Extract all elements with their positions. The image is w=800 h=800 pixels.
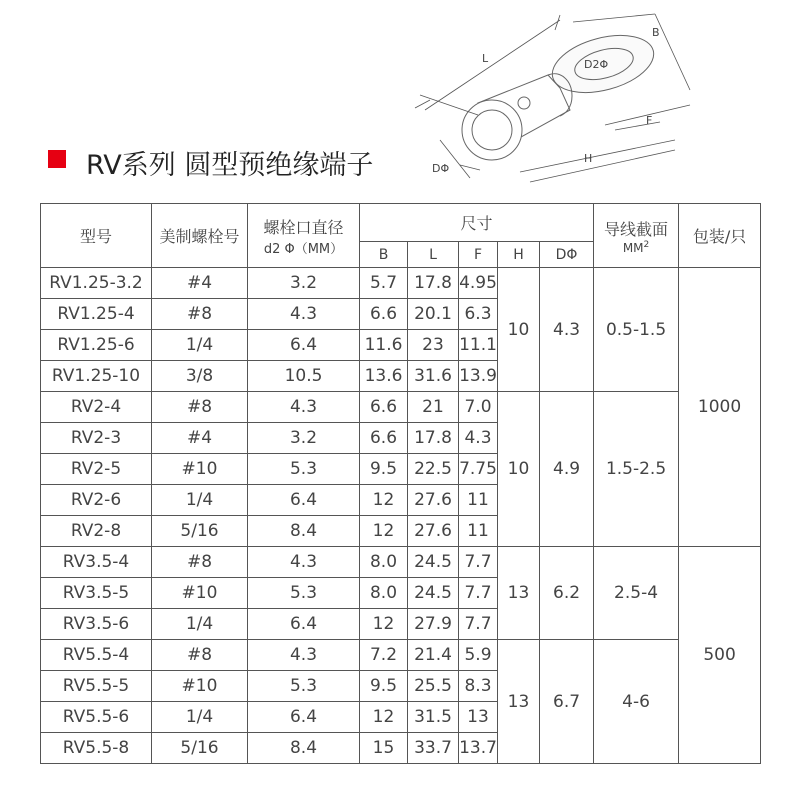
cell-B: 9.5 xyxy=(360,454,408,485)
cell-model: RV5.5-8 xyxy=(41,733,152,764)
header-model: 型号 xyxy=(41,204,152,268)
cell-d2: 6.4 xyxy=(248,485,360,516)
cell-L: 33.7 xyxy=(408,733,459,764)
cell-d2: 3.2 xyxy=(248,268,360,299)
label-D2: D2Φ xyxy=(584,58,609,71)
cell-L: 31.6 xyxy=(408,361,459,392)
cell-B: 12 xyxy=(360,609,408,640)
cell-model: RV5.5-4 xyxy=(41,640,152,671)
cell-B: 8.0 xyxy=(360,547,408,578)
cell-model: RV5.5-6 xyxy=(41,702,152,733)
cell-d2: 5.3 xyxy=(248,578,360,609)
cell-model: RV2-5 xyxy=(41,454,152,485)
cell-D: 4.3 xyxy=(540,268,594,392)
cell-model: RV1.25-3.2 xyxy=(41,268,152,299)
label-L: L xyxy=(482,52,489,65)
cell-model: RV2-8 xyxy=(41,516,152,547)
cell-pack: 500 xyxy=(679,547,761,764)
spec-table-body xyxy=(41,268,761,764)
cell-L: 25.5 xyxy=(408,671,459,702)
cell-F: 11 xyxy=(459,485,498,516)
label-H: H xyxy=(584,152,593,165)
title-accent-block xyxy=(48,150,66,168)
cell-F: 7.75 xyxy=(459,454,498,485)
cell-D: 4.9 xyxy=(540,392,594,547)
cell-F: 4.95 xyxy=(459,268,498,299)
cell-H: 13 xyxy=(498,640,540,764)
header-dims: 尺寸 xyxy=(360,204,594,242)
cell-wire: 1.5-2.5 xyxy=(594,392,679,547)
header-L: L xyxy=(408,242,459,268)
cell-L: 27.9 xyxy=(408,609,459,640)
cell-model: RV1.25-6 xyxy=(41,330,152,361)
cell-L: 20.1 xyxy=(408,299,459,330)
cell-F: 5.9 xyxy=(459,640,498,671)
cell-pack: 1000 xyxy=(679,268,761,547)
cell-model: RV3.5-4 xyxy=(41,547,152,578)
header-wire-unit: MM xyxy=(622,240,644,255)
cell-d2: 5.3 xyxy=(248,671,360,702)
cell-B: 12 xyxy=(360,485,408,516)
cell-bolt: #10 xyxy=(152,578,248,609)
cell-bolt: 5/16 xyxy=(152,516,248,547)
cell-bolt: #8 xyxy=(152,547,248,578)
cell-D: 6.2 xyxy=(540,547,594,640)
cell-d2: 4.3 xyxy=(248,392,360,423)
cell-L: 27.6 xyxy=(408,516,459,547)
header-H: H xyxy=(498,242,540,268)
cell-model: RV3.5-6 xyxy=(41,609,152,640)
cell-B: 12 xyxy=(360,702,408,733)
label-F: F xyxy=(646,114,653,127)
cell-F: 13 xyxy=(459,702,498,733)
cell-F: 7.7 xyxy=(459,609,498,640)
cell-B: 9.5 xyxy=(360,671,408,702)
cell-D: 6.7 xyxy=(540,640,594,764)
cell-L: 27.6 xyxy=(408,485,459,516)
cell-B: 13.6 xyxy=(360,361,408,392)
cell-bolt: #10 xyxy=(152,671,248,702)
header-us-bolt: 美制螺栓号 xyxy=(152,204,248,268)
header-wire xyxy=(594,204,679,268)
header-D: DΦ xyxy=(540,242,594,268)
cell-d2: 8.4 xyxy=(248,516,360,547)
cell-model: RV3.5-5 xyxy=(41,578,152,609)
cell-bolt: 1/4 xyxy=(152,485,248,516)
cell-H: 13 xyxy=(498,547,540,640)
cell-F: 7.7 xyxy=(459,578,498,609)
header-wire-line1: 导线截面 xyxy=(604,219,669,239)
cell-F: 11 xyxy=(459,516,498,547)
cell-model: RV1.25-10 xyxy=(41,361,152,392)
cell-F: 11.1 xyxy=(459,330,498,361)
header-bolt-dia-line1: 螺栓口直径 xyxy=(263,217,344,237)
cell-H: 10 xyxy=(498,268,540,392)
cell-L: 21 xyxy=(408,392,459,423)
cell-H: 10 xyxy=(498,392,540,547)
cell-B: 6.6 xyxy=(360,423,408,454)
cell-wire: 4-6 xyxy=(594,640,679,764)
cell-d2: 6.4 xyxy=(248,702,360,733)
cell-B: 7.2 xyxy=(360,640,408,671)
cell-F: 7.7 xyxy=(459,547,498,578)
cell-F: 8.3 xyxy=(459,671,498,702)
cell-L: 21.4 xyxy=(408,640,459,671)
cell-B: 15 xyxy=(360,733,408,764)
cell-B: 6.6 xyxy=(360,299,408,330)
cell-wire: 0.5-1.5 xyxy=(594,268,679,392)
cell-d2: 10.5 xyxy=(248,361,360,392)
header-bolt-dia-line2: d2 Φ（MM） xyxy=(263,241,344,257)
page-title: RV系列 圆型预绝缘端子 xyxy=(86,150,374,181)
table-row xyxy=(41,547,761,578)
cell-bolt: 5/16 xyxy=(152,733,248,764)
cell-d2: 4.3 xyxy=(248,640,360,671)
cell-model: RV2-4 xyxy=(41,392,152,423)
cell-d2: 4.3 xyxy=(248,299,360,330)
cell-d2: 6.4 xyxy=(248,609,360,640)
cell-L: 23 xyxy=(408,330,459,361)
cell-F: 6.3 xyxy=(459,299,498,330)
cell-d2: 6.4 xyxy=(248,330,360,361)
header-wire-sup: 2 xyxy=(643,239,650,250)
cell-B: 8.0 xyxy=(360,578,408,609)
cell-L: 24.5 xyxy=(408,578,459,609)
cell-bolt: 1/4 xyxy=(152,702,248,733)
cell-bolt: #4 xyxy=(152,423,248,454)
table-row xyxy=(41,392,761,423)
header-B: B xyxy=(360,242,408,268)
cell-F: 4.3 xyxy=(459,423,498,454)
cell-model: RV2-6 xyxy=(41,485,152,516)
spec-table xyxy=(40,203,761,764)
cell-F: 13.9 xyxy=(459,361,498,392)
table-row xyxy=(41,268,761,299)
label-D: DΦ xyxy=(432,162,450,175)
table-row xyxy=(41,640,761,671)
cell-d2: 5.3 xyxy=(248,454,360,485)
cell-L: 31.5 xyxy=(408,702,459,733)
cell-bolt: 3/8 xyxy=(152,361,248,392)
cell-L: 17.8 xyxy=(408,423,459,454)
cell-wire: 2.5-4 xyxy=(594,547,679,640)
cell-bolt: 1/4 xyxy=(152,609,248,640)
cell-B: 12 xyxy=(360,516,408,547)
cell-B: 5.7 xyxy=(360,268,408,299)
cell-bolt: 1/4 xyxy=(152,330,248,361)
cell-model: RV2-3 xyxy=(41,423,152,454)
cell-L: 22.5 xyxy=(408,454,459,485)
cell-d2: 8.4 xyxy=(248,733,360,764)
cell-bolt: #8 xyxy=(152,392,248,423)
cell-d2: 4.3 xyxy=(248,547,360,578)
cell-B: 11.6 xyxy=(360,330,408,361)
cell-bolt: #10 xyxy=(152,454,248,485)
header-F: F xyxy=(459,242,498,268)
cell-d2: 3.2 xyxy=(248,423,360,454)
cell-F: 13.7 xyxy=(459,733,498,764)
cell-F: 7.0 xyxy=(459,392,498,423)
cell-L: 24.5 xyxy=(408,547,459,578)
cell-B: 6.6 xyxy=(360,392,408,423)
cell-bolt: #8 xyxy=(152,640,248,671)
cell-L: 17.8 xyxy=(408,268,459,299)
header-bolt-dia xyxy=(248,204,360,268)
sleeve-front xyxy=(462,100,522,160)
cell-bolt: #8 xyxy=(152,299,248,330)
cell-model: RV1.25-4 xyxy=(41,299,152,330)
cell-model: RV5.5-5 xyxy=(41,671,152,702)
cell-bolt: #4 xyxy=(152,268,248,299)
label-B: B xyxy=(652,26,660,39)
header-pack: 包装/只 xyxy=(679,204,761,268)
